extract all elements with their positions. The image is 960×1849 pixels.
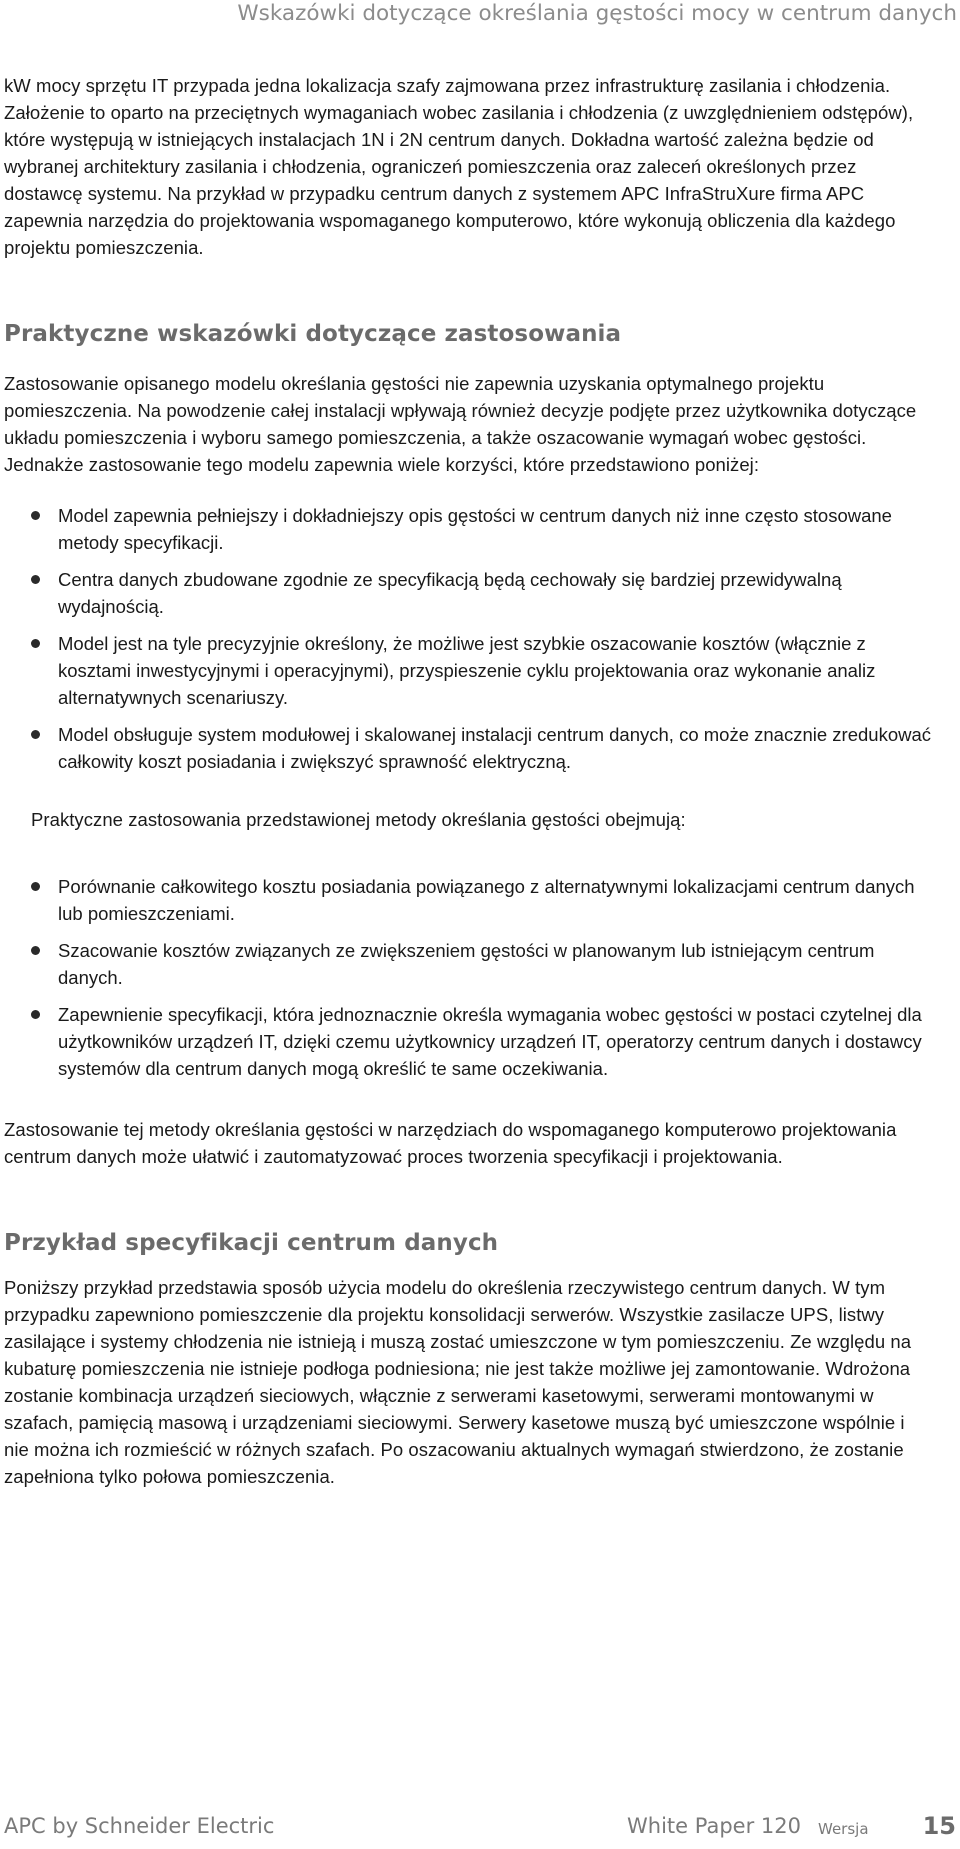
closing-paragraph: Zastosowanie tej metody określania gęstości w narzędziach do wspomaganego komputerowo projektowania centrum danych może ułatwić i zautomatyzować proces tworzenia specyfikacji i projektowania. xyxy=(4,1119,897,1167)
footer-document-title: White Paper 120 xyxy=(627,1814,801,1838)
list-item-text: Model obsługuje system modułowej i skalowanej instalacji centrum danych, co może znacznie zredukować całkowity koszt posiadania i zwiększyć sprawność elektryczną. xyxy=(58,724,932,772)
bullet-icon xyxy=(31,1010,40,1019)
bullet-icon xyxy=(31,882,40,891)
bullet-icon xyxy=(31,946,40,955)
footer-version: Wersja xyxy=(818,1820,869,1838)
uses-list xyxy=(4,873,934,1082)
example-paragraph: Poniższy przykład przedstawia sposób użycia modelu do określenia rzeczywistego centrum danych. W tym przypadku zapewniono pomieszczenie dla projektu konsolidacji serwerów. Wszystkie zasilacze UPS, listwy zasilające i systemy chłodzenia nie istnieją i muszą zostać umieszczone w tym pomieszczeniu. Ze względu na kubaturę pomieszczenia nie istnieje podłoga podniesiona; nie jest także możliwe jej zamontowanie. Wdrożona zostanie kombinacja urządzeń sieciowych, włącznie z serwerami kasetowymi, serwerami montowanymi w szafach, pamięcią masową i urządzeniami sieciowymi. Serwery kasetowe muszą być umieszczone wspólnie i nie można ich rozmieścić w różnych szafach. Po oszacowaniu aktualnych wymagań stwierdzono, że zostanie zapełniona tylko połowa pomieszczenia. xyxy=(4,1277,912,1487)
intro-paragraph: kW mocy sprzętu IT przypada jedna lokalizacja szafy zajmowana przez infrastrukturę zasilania i chłodzenia. Założenie to oparto na przeciętnych wymaganiach wobec zasilania i chłodzenia (z uwzględnieniem odstępów), które występują w istniejących instalacjach 1N i 2N centrum danych. Dokładna wartość zależna będzie od wybranej architektury zasilania i chłodzenia, ograniczeń pomieszczenia oraz zaleceń określonych przez dostawcę systemu. Na przykład w przypadku centrum danych z systemem APC InfraStruXure firma APC zapewnia narzędzia do projektowania wspomaganego komputerowo, które wykonują obliczenia dla każdego projektu pomieszczenia. xyxy=(4,75,914,258)
list-item xyxy=(4,502,934,556)
list-item xyxy=(4,873,934,927)
uses-intro: Praktyczne zastosowania przedstawionej metody określania gęstości obejmują: xyxy=(31,809,686,830)
list-item xyxy=(4,1001,934,1082)
page-content xyxy=(4,72,934,1490)
bullet-icon xyxy=(31,575,40,584)
list-item xyxy=(4,937,934,991)
list-item-text: Model zapewnia pełniejszy i dokładniejszy opis gęstości w centrum danych niż inne często stosowane metody specyfikacji. xyxy=(58,505,892,553)
footer-brand: APC by Schneider Electric xyxy=(4,1814,275,1838)
list-item-text: Model jest na tyle precyzyjnie określony, że możliwe jest szybkie oszacowanie kosztów (włącznie z kosztami inwestycyjnymi i operacyjnymi), przyspieszenie cyklu projektowania oraz wykonanie analiz alternatywnych scenariuszy. xyxy=(58,633,876,708)
bullet-icon xyxy=(31,730,40,739)
page-footer xyxy=(4,1814,956,1844)
bullet-icon xyxy=(31,639,40,648)
list-item xyxy=(4,630,934,711)
practical-paragraph: Zastosowanie opisanego modelu określania gęstości nie zapewnia uzyskania optymalnego projektu pomieszczenia. Na powodzenie całej instalacji wpływają również decyzje podjęte przez użytkownika dotyczące układu pomieszczenia i wyboru samego pomieszczenia, a także oszacowanie wymagań wobec gęstości. Jednakże zastosowanie tego modelu zapewnia wiele korzyści, które przedstawiono poniżej: xyxy=(4,373,917,475)
list-item-text: Centra danych zbudowane zgodnie ze specyfikacją będą cechowały się bardziej przewidywalną wydajnością. xyxy=(58,569,842,617)
page-number: 15 xyxy=(922,1812,956,1840)
section-heading-practical: Praktyczne wskazówki dotyczące zastosowania xyxy=(4,321,622,347)
list-item-text: Szacowanie kosztów związanych ze zwiększeniem gęstości w planowanym lub istniejącym centrum danych. xyxy=(58,940,875,988)
benefits-list xyxy=(4,502,934,775)
section-heading-example: Przykład specyfikacji centrum danych xyxy=(4,1230,499,1256)
list-item xyxy=(4,721,934,775)
running-header: Wskazówki dotyczące określania gęstości mocy w centrum danych xyxy=(237,1,957,26)
list-item xyxy=(4,566,934,620)
bullet-icon xyxy=(31,511,40,520)
list-item-text: Zapewnienie specyfikacji, która jednoznacznie określa wymagania wobec gęstości w postaci czytelnej dla użytkowników urządzeń IT, dzięki czemu użytkownicy urządzeń IT, operatorzy centrum danych i dostawcy systemów dla centrum danych mogą określić te same oczekiwania. xyxy=(58,1004,922,1079)
list-item-text: Porównanie całkowitego kosztu posiadania powiązanego z alternatywnymi lokalizacjami centrum danych lub pomieszczeniami. xyxy=(58,876,915,924)
